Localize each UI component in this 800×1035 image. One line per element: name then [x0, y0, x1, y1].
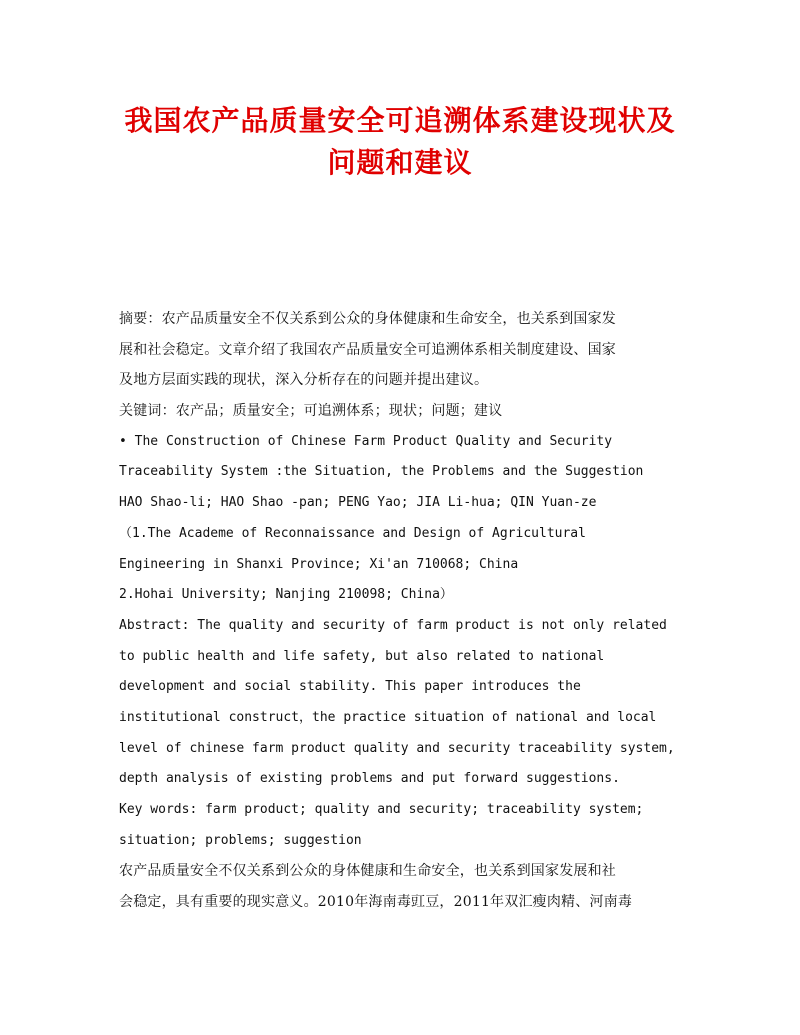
- document-body: [119, 304, 679, 918]
- affiliation-line-1: （1.The Academe of Reconnaissance and Design of Agricultural: [119, 525, 586, 541]
- affiliation-line-2: Engineering in Shanxi Province; Xi'an 710068; China: [119, 556, 519, 572]
- abstract-en-line-1: Abstract: The quality and security of farm product is not only related: [119, 617, 667, 633]
- body-paragraph-line-1: 农产品质量安全不仅关系到公众的身体健康和生命安全，也关系到国家发展和社: [119, 863, 616, 880]
- abstract-cn-line-1: 摘要：农产品质量安全不仅关系到公众的身体健康和生命安全，也关系到国家发: [119, 311, 616, 327]
- keywords-en-line-2: situation; problems; suggestion: [119, 832, 362, 848]
- abstract-en-line-5: level of chinese farm product quality and security traceability system,: [119, 740, 675, 756]
- english-title-line-1: • The Construction of Chinese Farm Product Quality and Security: [119, 433, 613, 449]
- title-line-2: 问题和建议: [327, 146, 473, 179]
- abstract-en-line-6: depth analysis of existing problems and put forward suggestions.: [119, 771, 620, 787]
- document-title: [100, 100, 700, 184]
- affiliation-line-3: 2.Hohai University; Nanjing 210098; China）: [119, 587, 453, 603]
- english-title-line-2: Traceability System :the Situation, the Problems and the Suggestion: [119, 464, 644, 480]
- body-paragraph-line-2: 会稳定，具有重要的现实意义。2010年海南毒豇豆，2011年双汇瘦肉精、河南毒: [119, 894, 633, 911]
- keywords-cn: 关键词：农产品；质量安全；可追溯体系；现状；问题；建议: [119, 403, 503, 420]
- abstract-en-line-3: development and social stability. This paper introduces the: [119, 679, 581, 695]
- abstract-en-line-4: institutional construct，the practice situation of national and local: [119, 709, 657, 725]
- abstract-en-line-2: to public health and life safety, but also related to national: [119, 648, 605, 664]
- abstract-cn-line-3: 及地方层面实践的现状，深入分析存在的问题并提出建议。: [119, 372, 489, 389]
- keywords-en-line-1: Key words: farm product; quality and security; traceability system;: [119, 802, 644, 817]
- authors-line: HAO Shao-li; HAO Shao -pan; PENG Yao; JIA Li-hua; QIN Yuan-ze: [119, 495, 597, 511]
- title-line-1: 我国农产品质量安全可追溯体系建设现状及: [124, 104, 676, 137]
- abstract-cn-line-2: 展和社会稳定。文章介绍了我国农产品质量安全可追溯体系相关制度建设、国家: [119, 341, 616, 358]
